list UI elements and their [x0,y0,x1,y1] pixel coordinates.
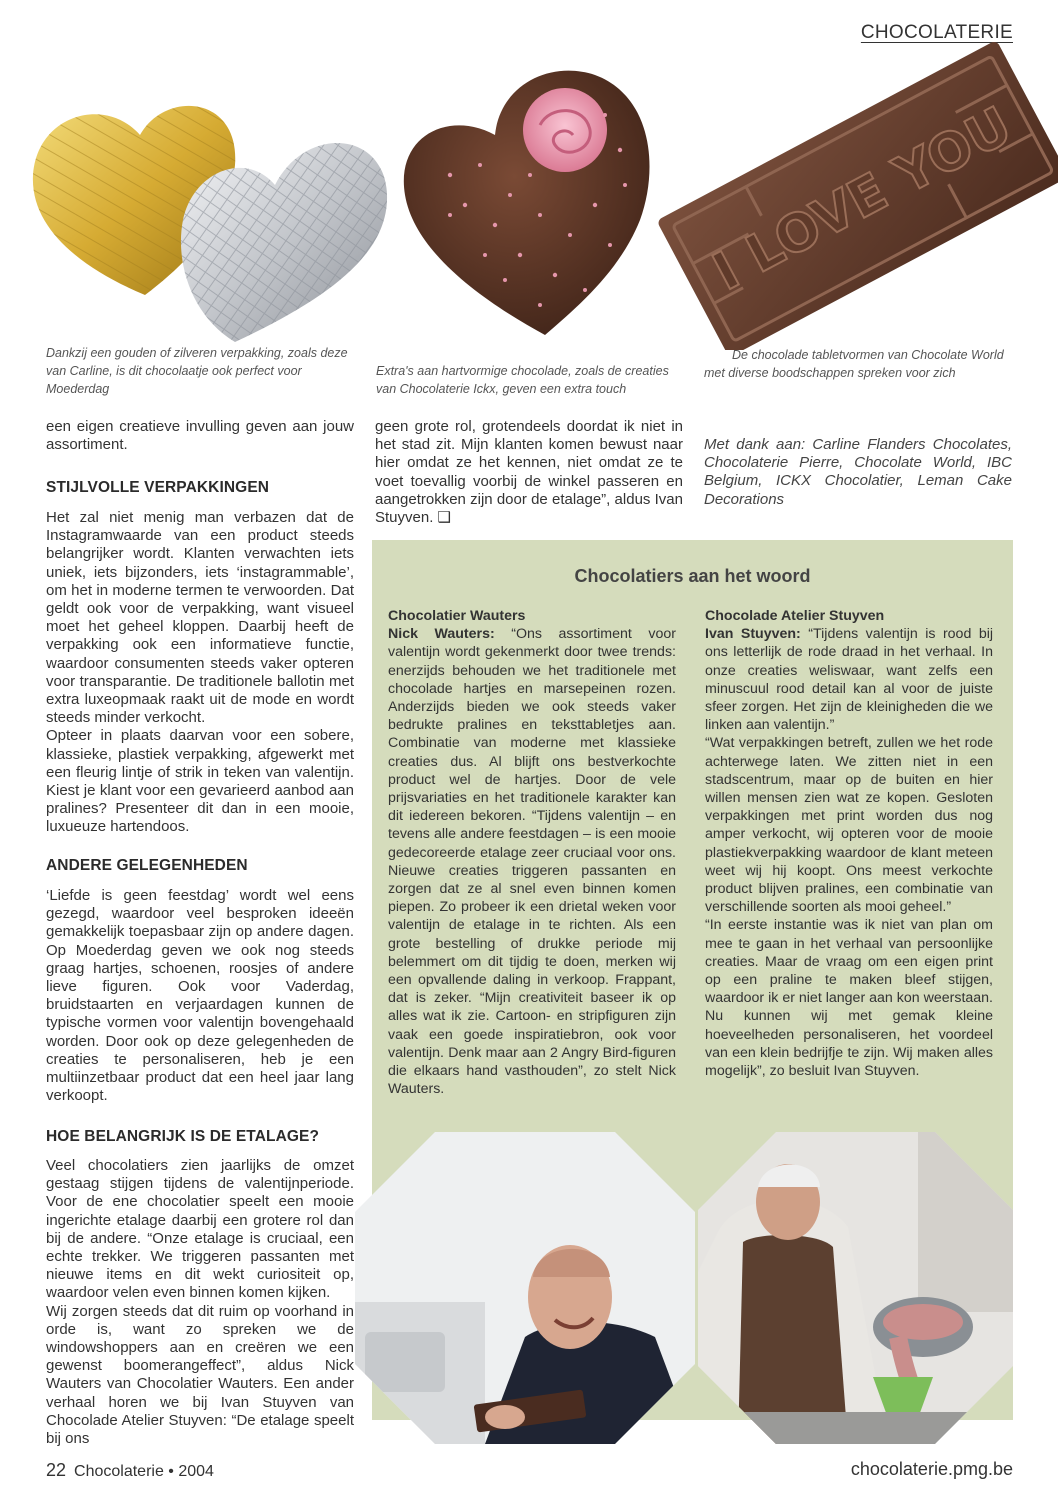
caption-hearts: Dankzij een gouden of zilveren verpakking, zoals deze van Carline, is dit chocolaatje ook perfect voor Moederdag [46,346,348,396]
page-number: 22 [46,1460,67,1480]
tablet-text: I LOVE YOU [703,95,1022,303]
box-title: Chocolatiers aan het woord [574,566,811,586]
paragraph-verpakkingen-a: Het zal niet menig man verbazen dat de Instagramwaarde van een product steeds belangrijker wordt. Klanten verwachten iets uniek, iets bijzonders, iets ‘instagrammable’, om het in moderne termen te verwoorden. Dat geldt ook voor de verpakking, want visueel moet het geheel kloppen. Daarbij heeft de verpakking ook een informatieve functie, waardoor consumenten steeds vaker opteren voor transparantie. De traditionele ballotin met extra luxeopmaak raakt uit de mode en wordt steeds minder verkocht. [46,509,354,727]
speaker-stuyven: Ivan Stuyven: [705,626,801,643]
website-link[interactable]: chocolaterie.pmg.be [850,1459,1013,1479]
speaker-wauters: Nick Wauters: [388,626,495,643]
company-stuyven: Chocolade Atelier Stuyven [705,608,885,624]
footer-left [46,1460,214,1481]
paragraph-verpakkingen [46,509,354,837]
paragraph-etalage-b: Wij zorgen steeds dat dit ruim op voorhand in orde is, want zo spreken we de windowshoppers aan en creëren we een gewenst boomerangeffect”, aldus Nick Wauters van Chocolatier Wauters. Een ander verhaal horen we bij Ivan Stuyven van Chocolade Atelier Stuyven: “De etalage speelt bij ons [46,1302,354,1448]
thanks-note: Met dank aan: Carline Flanders Chocolates, Chocolaterie Pierre, Chocolate World, IBC Belgium, ICKX Chocolatier, Leman Cake Decorations [704,436,1012,508]
heading-etalage: HOE BELANGRIJK IS DE ETALAGE? [46,1128,320,1145]
company-wauters: Chocolatier Wauters [388,608,526,624]
quote-stuyven-2: “Wat verpakkingen betreft, zullen we het rode achterwege laten. We zitten niet in een stadscentrum, maar op de buiten en hier willen mensen zien wat ze kopen. Gesloten verpakkingen met print worden dus nog amper verkocht, wij opteren voor de mooie plastiekverpakking waardoor de klant meteen weet wij hij koopt. Ons meest verkochte product blijven pralines, een combinatie van verschillende soorten als mooi geheel.” [705,735,993,916]
column-2-body: geen grote rol, grotendeels doordat ik niet in het stad zit. Mijn klanten komen bewust naar hier omdat ze het kennen, niet omdat ze te voet toevallig voorbij de winkel passeren en aangetrokken zijn door de etalage”, aldus Ivan Stuyven. [375,418,683,527]
publication-name: Chocolaterie • 2004 [74,1463,214,1480]
nick-wauters-photo [355,1132,695,1444]
chocolate-heart-rose-photo [390,55,665,345]
caption-heart-rose: Extra's aan hartvormige chocolade, zoals de creaties van Chocolaterie Ickx, geven een extra touch [376,364,669,396]
heading-stijlvolle-verpakkingen: STIJLVOLLE VERPAKKINGEN [46,479,270,496]
paragraph-verpakkingen-b: Opteer in plaats daarvan voor een sobere, klassieke, plastiek verpakking, afgewerkt met een fleurig lintje of strik in teken van valentijn. Kiest je klant voor een gevarieerd aanbod aan pralines? Presenteer dit dan in een mooie, luxueuze hartendoos. [46,727,354,836]
paragraph-etalage-a: Veel chocolatiers zien jaarlijks de omzet gestaag stijgen tijdens de valentijnperiode. Voor de ene chocolatier speelt een mooie ingerichte etalage daarbij een grotere rol dan bij de andere. “Onze etalage is cruciaal, een echte trekker. We triggeren passanten met nieuwe items en dit wekt curiositeit op, waardoor velen even binnen komen kijken. [46,1157,354,1302]
gold-silver-hearts-photo [25,80,395,350]
box-column-stuyven [705,607,993,1080]
end-mark: ❑ [437,509,451,527]
quote-wauters: “Ons assortiment voor valentijn wordt gekenmerkt door twee trends: enerzijds behouden we het traditionele met chocolade hartjes en marsepeinen rozen. Anderzijds bieden we ook steeds vaker bedrukte pralines en teksttabletjes aan. Combinatie van moderne met klassieke creaties dus. Al blijft ons bestverkochte product wel de hartjes. Door de vele prijsvariaties en het traditionele karakter kan dit iedereen bekoren. “Tijdens valentijn – en tevens alle andere feestdagen – is een mooie gedecoreerde etalage zeer cruciaal voor ons. Nieuwe creaties triggeren passanten en zorgen dat ze al snel even binnen komen piepen. Zo probeer ik een drietal weken voor valentijn de etalage in te richten. Als een grote bestelling of drukke periode mij belemmert om dit tijdig te doen, merken wij een opvallende daling in verkoop. Frappant, dat is zeker. “Mijn creativiteit baseer ik op alles wat ik zie. Cartoon- en stripfiguren zijn vaak een goede inspiratiebron, ook voor valentijn. Denk maar aan 2 Angry Bird-figuren die elkaars hand vasthouden”, zo stelt Nick Wauters. [388,626,676,1098]
section-label: CHOCOLATERIE [860,22,1013,43]
column-1-intro: een eigen creatieve invulling geven aan jouw assortiment. [46,418,354,454]
quote-stuyven-1: “Tijdens valentijn is rood bij ons letterlijk de rode draad in het verhaal. In onze creaties weliswaar, want zelfs een minuscuul rood detail kan al voor de juiste sfeer zorgen. Het zijn de kleinigheden die we linken aan valentijn.” [705,626,994,734]
quote-stuyven-3: “In eerste instantie was ik niet van plan om mee te gaan in het verhaal van persoonlijke creaties. Maar de vraag om een eigen print op een praline te maken bleef stijgen, waardoor ik er niet langer aan kon weerstaan. Nu kunnen wij met gemak kleine hoeveelheden personaliseren, het voordeel van een klein bedrijfje te zijn. Wij maken alles mogelijk”, zo besluit Ivan Stuyven. [705,917,993,1080]
i-love-you-tablet-photo [655,40,1058,350]
caption-tablet: De chocolade tabletvormen van Chocolate World met diverse boodschappen spreken voor zich [704,348,1004,380]
paragraph-gelegenheden: ‘Liefde is geen feestdag’ wordt wel eens gezegd, waardoor veel besproken ideeën gemakkelijk toepasbaar zijn op andere dagen. Op Moederdag geven we ook nog steeds graag hartjes, schoenen, roosjes of andere lieve figuren. Ook voor Vaderdag, bruidstaarten en verjaardagen kunnen de typische vormen voor valentijn bovengehaald worden. Door ook op deze gelegenheden de creaties te personaliseren, heb je een multiinzetbaar product dat een heel jaar lang verkoopt. [46,887,354,1105]
ivan-stuyven-photo [698,1132,1013,1444]
paragraph-etalage [46,1157,354,1448]
heading-andere-gelegenheden: ANDERE GELEGENHEDEN [46,857,248,874]
box-column-wauters [388,607,676,1098]
column-2-text [375,418,683,527]
